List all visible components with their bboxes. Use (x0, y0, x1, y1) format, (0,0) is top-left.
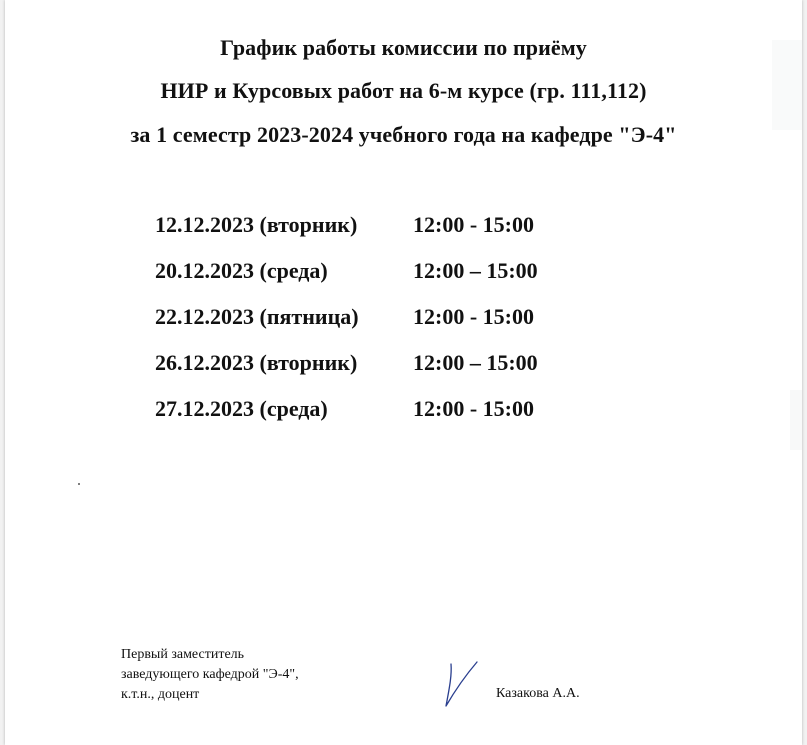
schedule-date: 22.12.2023 (пятница) (155, 304, 359, 329)
signatory-position (121, 645, 299, 705)
schedule-date: 27.12.2023 (среда) (155, 396, 328, 421)
schedule-date: 20.12.2023 (среда) (155, 258, 328, 283)
signature-icon (437, 656, 487, 716)
schedule-time: 12:00 - 15:00 (413, 212, 534, 237)
title-line-2: НИР и Курсовых работ на 6-м курсе (гр. 111,112) (160, 78, 647, 103)
document-page (5, 0, 802, 745)
scan-artifact (790, 390, 802, 450)
signatory-name: Казакова А.А. (496, 686, 580, 701)
schedule-date: 12.12.2023 (вторник) (155, 212, 358, 237)
position-line: Первый заместитель (121, 647, 245, 662)
schedule-time: 12:00 – 15:00 (413, 350, 538, 375)
schedule-time: 12:00 - 15:00 (413, 396, 534, 421)
title-line-1: График работы комиссии по приёму (220, 35, 587, 60)
position-line: заведующего кафедрой "Э-4", (121, 667, 299, 682)
schedule-time: 12:00 – 15:00 (413, 258, 538, 283)
scan-speck (78, 483, 80, 485)
title-line-3: за 1 семестр 2023-2024 учебного года на кафедре "Э-4" (130, 122, 677, 147)
position-line: к.т.н., доцент (121, 687, 200, 702)
schedule-date: 26.12.2023 (вторник) (155, 350, 358, 375)
schedule-time: 12:00 - 15:00 (413, 304, 534, 329)
